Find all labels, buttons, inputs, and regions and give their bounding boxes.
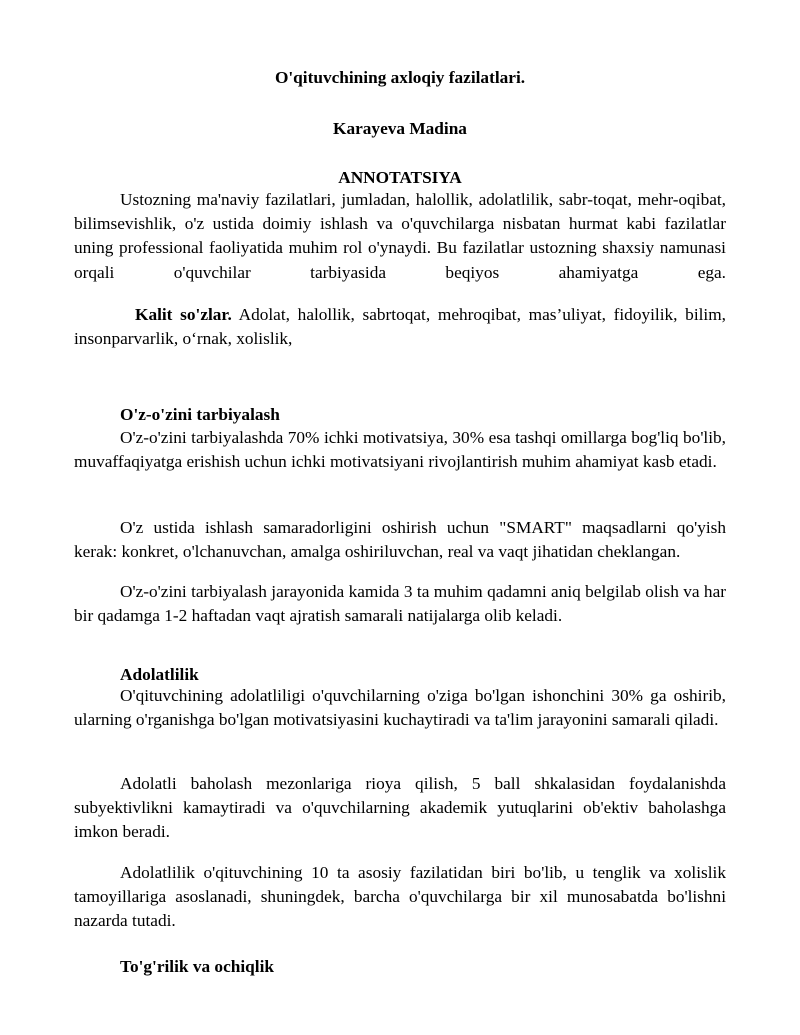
author-name: Karayeva Madina — [333, 119, 467, 138]
section-heading-honesty-openness: To'g'rilik va ochiqlik — [120, 957, 274, 976]
keywords-text: Adolat, halollik, sabrtoqat, mehroqibat, mas’uliyat, fidoyilik, bilim, insonparvarlik, o‘rnak, xolislik, — [74, 305, 726, 349]
section-2-paragraph-3: Adolatlilik o'qituvchining 10 ta asosiy fazilatidan biri bo'lib, u tenglik va xolislik tamoyillariga asoslanadi, shuningdek, barcha o'quvchilarga bir xil munosabatda bo'lishni nazarda tutadi. — [74, 863, 726, 931]
annotation-paragraph: Ustozning ma'naviy fazilatlari, jumladan, halollik, adolatlilik, sabr-toqat, mehr-oqibat, bilimsevishlik, o'z ustida doimiy ishlash va o'quvchilarga nisbatan hurmat kabi fazilatlar uning professional faoliyatida muhim rol o'ynaydi. Bu fazilatlar ustozning shaxsiy namunasi orqali o'quvchilar tarbiyasida beqiyos ahamiyatga ega. — [74, 190, 726, 282]
section-1-paragraph-1: O'z-o'zini tarbiyalashda 70% ichki motivatsiya, 30% esa tashqi omillarga bog'liq bo'lib, muvaffaqiyatga erishish uchun ichki motivatsiyani rivojlantirish muhim ahamiyat kasb etadi. — [74, 428, 726, 472]
keywords-label: Kalit so'zlar. — [135, 305, 232, 324]
section-2-paragraph-1: O'qituvchining adolatliligi o'quvchilarning o'ziga bo'lgan ishonchini 30% ga oshirib, ularning o'rganishga bo'lgan motivatsiyasini kuchaytiradi va ta'lim jarayonini samarali qiladi. — [74, 686, 726, 730]
section-heading-fairness: Adolatlilik — [120, 665, 199, 684]
keywords-paragraph — [74, 303, 726, 351]
annotation-heading: ANNOTATSIYA — [338, 168, 462, 187]
section-1-paragraph-3: O'z-o'zini tarbiyalash jarayonida kamida 3 ta muhim qadamni aniq belgilab olish va har bir qadamga 1-2 haftadan vaqt ajratish samarali natijalarga olib keladi. — [74, 582, 726, 626]
section-1-paragraph-2: O'z ustida ishlash samaradorligini oshirish uchun "SMART" maqsadlarni qo'yish kerak: konkret, o'lchanuvchan, amalga oshiriluvchan, real va vaqt jihatidan cheklangan. — [74, 518, 726, 562]
document-title: O'qituvchining axloqiy fazilatlari. — [274, 68, 526, 87]
section-2-paragraph-2: Adolatli baholash mezonlariga rioya qilish, 5 ball shkalasidan foydalanishda subyektivlikni kamaytiradi va o'quvchilarning akademik yutuqlarini ob'ektiv baholashga imkon beradi. — [74, 774, 726, 842]
section-heading-self-education: O'z-o'zini tarbiyalash — [120, 405, 280, 424]
